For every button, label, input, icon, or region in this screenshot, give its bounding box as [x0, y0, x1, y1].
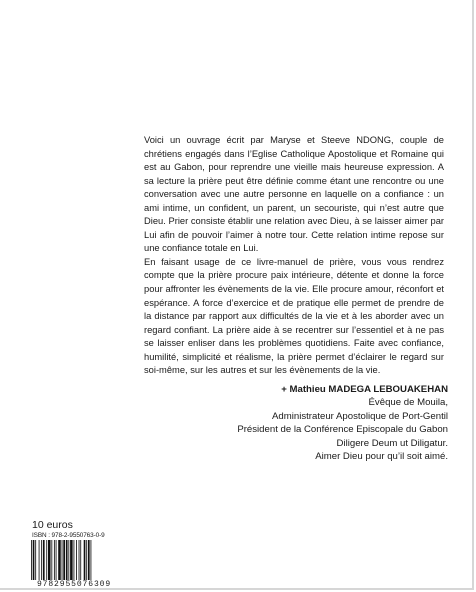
barcode-bar [41, 540, 42, 580]
signature-line: Aimer Dieu pour qu’il soit aimé. [315, 451, 448, 463]
barcode-bar [66, 540, 68, 580]
barcode-bar [33, 540, 35, 580]
barcode-bar [43, 540, 45, 580]
barcode-bar [68, 540, 69, 580]
barcode-bar [58, 540, 61, 580]
paragraph-2: En faisant usage de ce livre-manuel de prière, vous vous rendrez compte que la prière procure paix intérieure, détente et donne la force pour affronter les évènements de la vie. Elle procure amour, réconfort et espérance. A force d’exercice et de pratique elle permet de prendre de la distance par rapport aux difficultés de la vie et à les aborder avec un regard confiant. La prière aide à se recentrer sur l’essentiel et à ne pas se laisser enliser dans les problèmes quotidiens. Faite avec confiance, humilité, simplicité et réalisme, la prière permet d’éclairer le regard sur soi-même, sur les autres et sur les évènements de la vie. [144, 256, 444, 376]
barcode-bar [48, 540, 51, 580]
barcode-bar [86, 540, 87, 580]
barcode-bar [80, 540, 81, 580]
barcode-bar [79, 540, 80, 580]
price-label: 10 euros [32, 519, 73, 531]
barcode-bar [62, 540, 63, 580]
barcode-bar [91, 540, 92, 580]
barcode-bar [88, 540, 90, 580]
barcode-image [31, 540, 117, 580]
barcode-bar [70, 540, 73, 580]
signature-line: Diligere Deum ut Diligatur. [336, 437, 448, 449]
signature-line: Président de la Conférence Episcopale du Gabon [237, 424, 448, 436]
barcode-bar [39, 540, 40, 580]
barcode-bar [63, 540, 65, 580]
barcode-bar [54, 540, 55, 580]
barcode-bar [84, 540, 86, 580]
signature-line: Administrateur Apostolique de Port-Gentil [272, 410, 448, 422]
barcode-bar [31, 540, 32, 580]
signature-name: + Mathieu MADEGA LEBOUAKEHAN [281, 384, 448, 395]
back-cover-text [144, 134, 444, 378]
barcode-bar [51, 540, 52, 580]
signature-block [150, 383, 448, 463]
isbn-label: ISBN : 978-2-9550763-0-9 [32, 532, 105, 539]
barcode-bar [76, 540, 77, 580]
barcode-digits: 9782955076309 [36, 580, 112, 589]
paragraph-1: Voici un ouvrage écrit par Maryse et Steeve NDONG, couple de chrétiens engagés dans l’Eglise Catholique Apostolique et Romaine qui est au Gabon, pour reprendre une vieille mais heureuse expression. A sa lecture la prière peut être définie comme étant une rencontre ou une conversation avec une autre personne en laquelle on a confiance : un ami intime, un confident, un parent, un secouriste, qui n’est autre que Dieu. Prier consiste établir une relation avec Dieu, à se laisser aimer par Lui afin de pouvoir l’aimer à notre tour. Cette relation intime repose sur une confiance totale en Lui. [144, 135, 444, 254]
barcode-bar [56, 540, 57, 580]
signature-line: Évêque de Mouila, [368, 397, 448, 409]
barcode-bar [35, 540, 36, 580]
barcode-bar [46, 540, 47, 580]
barcode-bar [74, 540, 75, 580]
